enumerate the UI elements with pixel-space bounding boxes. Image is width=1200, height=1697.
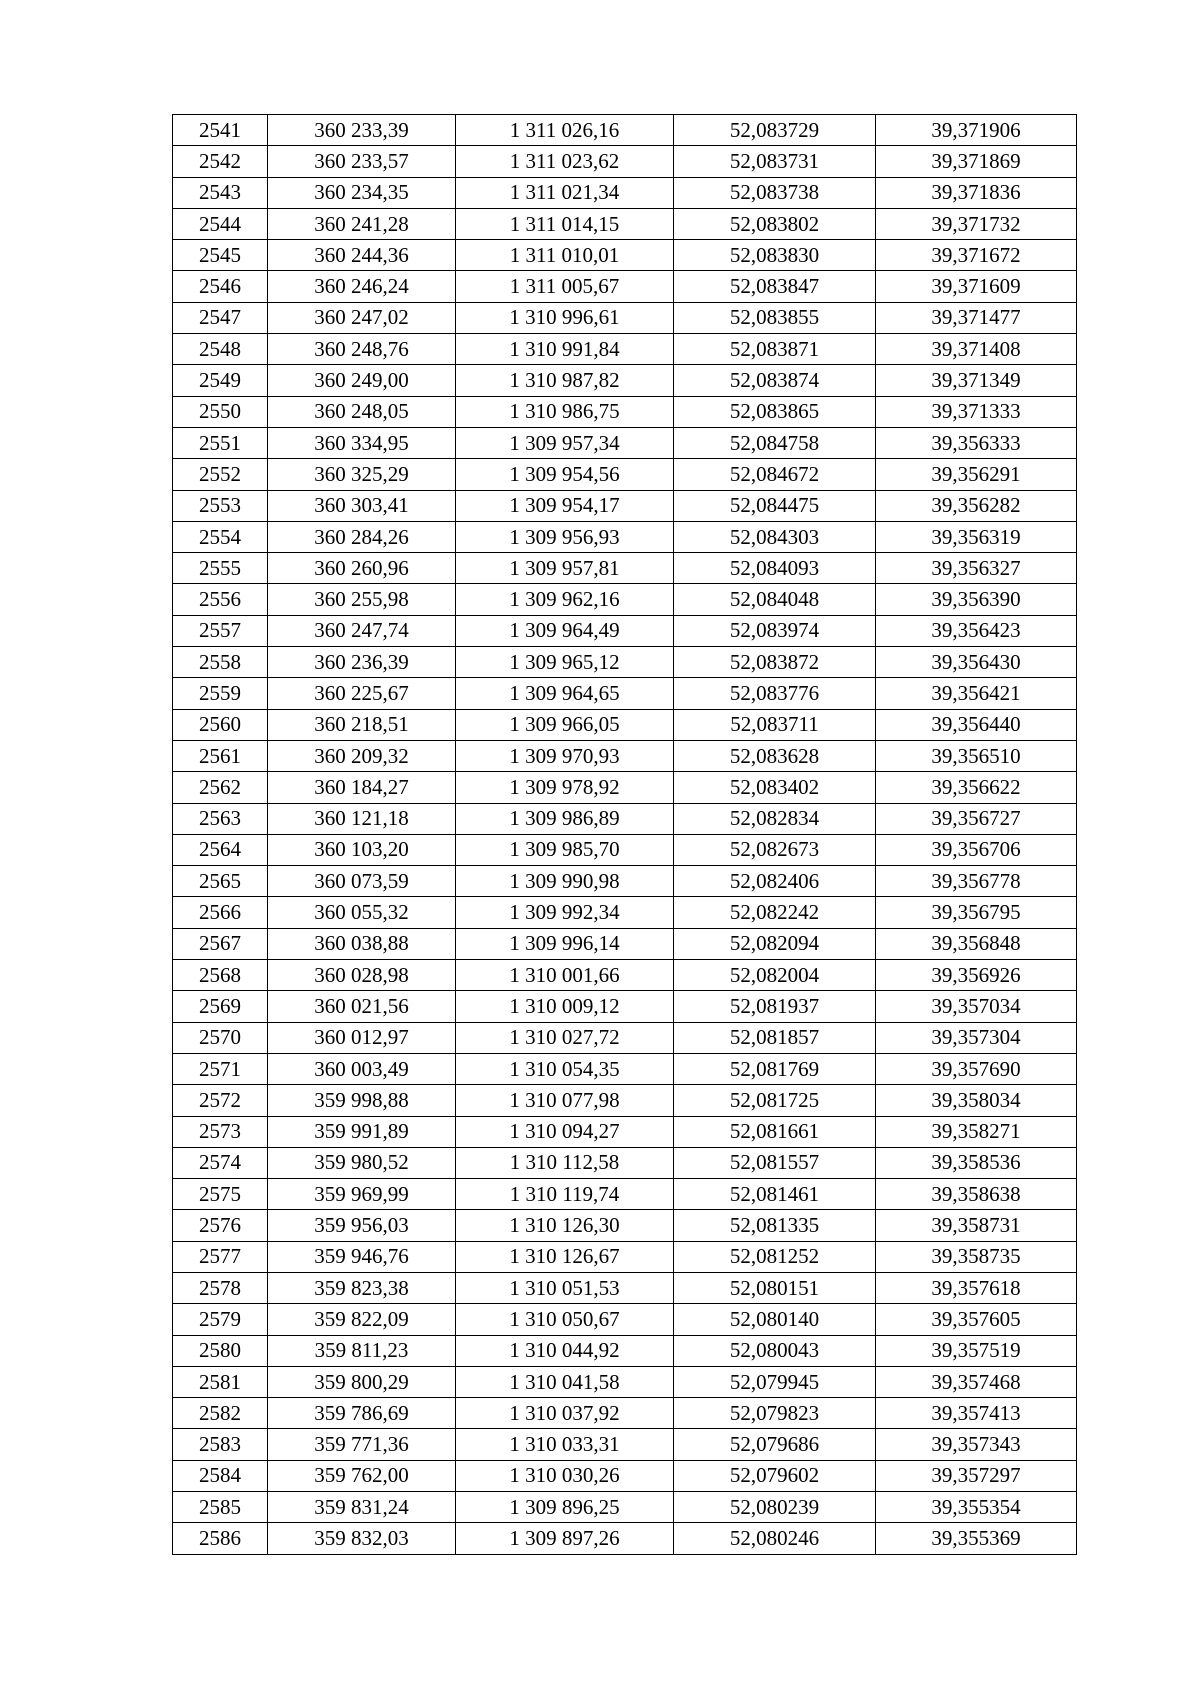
table-row: [173, 208, 1077, 239]
point-number-cell: 2579: [173, 1304, 268, 1335]
x-coordinate-cell: 360 073,59: [268, 866, 456, 897]
point-number-cell: 2549: [173, 365, 268, 396]
x-coordinate-cell: 359 823,38: [268, 1272, 456, 1303]
longitude-cell: 39,356423: [876, 615, 1077, 646]
y-coordinate-cell: 1 310 037,92: [456, 1398, 674, 1429]
x-coordinate-cell: 360 255,98: [268, 584, 456, 615]
table-row: [173, 1022, 1077, 1053]
y-coordinate-cell: 1 309 954,56: [456, 459, 674, 490]
y-coordinate-cell: 1 310 986,75: [456, 396, 674, 427]
table-row: [173, 1241, 1077, 1272]
y-coordinate-cell: 1 310 112,58: [456, 1147, 674, 1178]
y-coordinate-cell: 1 311 005,67: [456, 271, 674, 302]
x-coordinate-cell: 360 225,67: [268, 678, 456, 709]
latitude-cell: 52,081252: [674, 1241, 876, 1272]
latitude-cell: 52,083738: [674, 177, 876, 208]
table-row: [173, 521, 1077, 552]
point-number-cell: 2571: [173, 1053, 268, 1084]
latitude-cell: 52,081461: [674, 1179, 876, 1210]
longitude-cell: 39,358731: [876, 1210, 1077, 1241]
latitude-cell: 52,079945: [674, 1366, 876, 1397]
table-row: [173, 991, 1077, 1022]
longitude-cell: 39,357343: [876, 1429, 1077, 1460]
latitude-cell: 52,083865: [674, 396, 876, 427]
point-number-cell: 2558: [173, 647, 268, 678]
point-number-cell: 2555: [173, 553, 268, 584]
point-number-cell: 2557: [173, 615, 268, 646]
x-coordinate-cell: 360 303,41: [268, 490, 456, 521]
point-number-cell: 2576: [173, 1210, 268, 1241]
longitude-cell: 39,355369: [876, 1523, 1077, 1554]
x-coordinate-cell: 360 260,96: [268, 553, 456, 584]
y-coordinate-cell: 1 311 014,15: [456, 208, 674, 239]
table-row: [173, 1272, 1077, 1303]
point-number-cell: 2569: [173, 991, 268, 1022]
point-number-cell: 2570: [173, 1022, 268, 1053]
longitude-cell: 39,356282: [876, 490, 1077, 521]
table-row: [173, 897, 1077, 928]
latitude-cell: 52,080239: [674, 1492, 876, 1523]
y-coordinate-cell: 1 310 027,72: [456, 1022, 674, 1053]
point-number-cell: 2562: [173, 772, 268, 803]
longitude-cell: 39,357304: [876, 1022, 1077, 1053]
latitude-cell: 52,081661: [674, 1116, 876, 1147]
longitude-cell: 39,356421: [876, 678, 1077, 709]
latitude-cell: 52,084048: [674, 584, 876, 615]
table-row: [173, 1366, 1077, 1397]
x-coordinate-cell: 360 003,49: [268, 1053, 456, 1084]
latitude-cell: 52,083729: [674, 115, 876, 146]
latitude-cell: 52,081937: [674, 991, 876, 1022]
table-row: [173, 302, 1077, 333]
y-coordinate-cell: 1 310 001,66: [456, 960, 674, 991]
table-row: [173, 1335, 1077, 1366]
table-row: [173, 678, 1077, 709]
table-row: [173, 1304, 1077, 1335]
y-coordinate-cell: 1 309 992,34: [456, 897, 674, 928]
y-coordinate-cell: 1 310 009,12: [456, 991, 674, 1022]
x-coordinate-cell: 359 969,99: [268, 1179, 456, 1210]
longitude-cell: 39,357034: [876, 991, 1077, 1022]
longitude-cell: 39,355354: [876, 1492, 1077, 1523]
x-coordinate-cell: 360 233,39: [268, 115, 456, 146]
point-number-cell: 2542: [173, 146, 268, 177]
longitude-cell: 39,356333: [876, 427, 1077, 458]
y-coordinate-cell: 1 310 991,84: [456, 334, 674, 365]
x-coordinate-cell: 360 234,35: [268, 177, 456, 208]
y-coordinate-cell: 1 309 996,14: [456, 928, 674, 959]
latitude-cell: 52,083776: [674, 678, 876, 709]
latitude-cell: 52,079602: [674, 1460, 876, 1491]
point-number-cell: 2581: [173, 1366, 268, 1397]
point-number-cell: 2559: [173, 678, 268, 709]
y-coordinate-cell: 1 309 957,34: [456, 427, 674, 458]
x-coordinate-cell: 360 103,20: [268, 834, 456, 865]
table-row: [173, 365, 1077, 396]
point-number-cell: 2573: [173, 1116, 268, 1147]
x-coordinate-cell: 360 325,29: [268, 459, 456, 490]
longitude-cell: 39,371672: [876, 240, 1077, 271]
latitude-cell: 52,079686: [674, 1429, 876, 1460]
y-coordinate-cell: 1 310 996,61: [456, 302, 674, 333]
point-number-cell: 2567: [173, 928, 268, 959]
table-row: [173, 803, 1077, 834]
point-number-cell: 2547: [173, 302, 268, 333]
point-number-cell: 2572: [173, 1085, 268, 1116]
y-coordinate-cell: 1 310 119,74: [456, 1179, 674, 1210]
x-coordinate-cell: 360 247,74: [268, 615, 456, 646]
y-coordinate-cell: 1 309 957,81: [456, 553, 674, 584]
table-row: [173, 866, 1077, 897]
x-coordinate-cell: 359 832,03: [268, 1523, 456, 1554]
table-row: [173, 1460, 1077, 1491]
table-row: [173, 1523, 1077, 1554]
longitude-cell: 39,371906: [876, 115, 1077, 146]
point-number-cell: 2580: [173, 1335, 268, 1366]
x-coordinate-cell: 360 121,18: [268, 803, 456, 834]
y-coordinate-cell: 1 310 987,82: [456, 365, 674, 396]
longitude-cell: 39,371349: [876, 365, 1077, 396]
y-coordinate-cell: 1 311 021,34: [456, 177, 674, 208]
latitude-cell: 52,083802: [674, 208, 876, 239]
longitude-cell: 39,358034: [876, 1085, 1077, 1116]
table-row: [173, 1398, 1077, 1429]
x-coordinate-cell: 359 946,76: [268, 1241, 456, 1272]
y-coordinate-cell: 1 309 970,93: [456, 740, 674, 771]
coordinates-table: [172, 114, 1077, 1555]
longitude-cell: 39,356795: [876, 897, 1077, 928]
latitude-cell: 52,081335: [674, 1210, 876, 1241]
longitude-cell: 39,356440: [876, 709, 1077, 740]
latitude-cell: 52,083974: [674, 615, 876, 646]
table-row: [173, 240, 1077, 271]
latitude-cell: 52,082834: [674, 803, 876, 834]
longitude-cell: 39,357413: [876, 1398, 1077, 1429]
table-row: [173, 1210, 1077, 1241]
point-number-cell: 2548: [173, 334, 268, 365]
y-coordinate-cell: 1 311 026,16: [456, 115, 674, 146]
latitude-cell: 52,083830: [674, 240, 876, 271]
x-coordinate-cell: 360 021,56: [268, 991, 456, 1022]
longitude-cell: 39,357605: [876, 1304, 1077, 1335]
x-coordinate-cell: 360 038,88: [268, 928, 456, 959]
x-coordinate-cell: 360 184,27: [268, 772, 456, 803]
latitude-cell: 52,081557: [674, 1147, 876, 1178]
table-row: [173, 1179, 1077, 1210]
longitude-cell: 39,371609: [876, 271, 1077, 302]
latitude-cell: 52,080246: [674, 1523, 876, 1554]
y-coordinate-cell: 1 309 966,05: [456, 709, 674, 740]
point-number-cell: 2550: [173, 396, 268, 427]
x-coordinate-cell: 360 248,76: [268, 334, 456, 365]
longitude-cell: 39,356390: [876, 584, 1077, 615]
y-coordinate-cell: 1 310 030,26: [456, 1460, 674, 1491]
latitude-cell: 52,083731: [674, 146, 876, 177]
latitude-cell: 52,081725: [674, 1085, 876, 1116]
y-coordinate-cell: 1 310 054,35: [456, 1053, 674, 1084]
latitude-cell: 52,080043: [674, 1335, 876, 1366]
point-number-cell: 2553: [173, 490, 268, 521]
table-row: [173, 115, 1077, 146]
longitude-cell: 39,356510: [876, 740, 1077, 771]
y-coordinate-cell: 1 310 033,31: [456, 1429, 674, 1460]
x-coordinate-cell: 359 956,03: [268, 1210, 456, 1241]
y-coordinate-cell: 1 309 897,26: [456, 1523, 674, 1554]
x-coordinate-cell: 360 334,95: [268, 427, 456, 458]
x-coordinate-cell: 360 244,36: [268, 240, 456, 271]
table-row: [173, 1492, 1077, 1523]
x-coordinate-cell: 359 980,52: [268, 1147, 456, 1178]
x-coordinate-cell: 359 998,88: [268, 1085, 456, 1116]
y-coordinate-cell: 1 310 044,92: [456, 1335, 674, 1366]
latitude-cell: 52,083628: [674, 740, 876, 771]
table-row: [173, 615, 1077, 646]
latitude-cell: 52,083872: [674, 647, 876, 678]
x-coordinate-cell: 360 055,32: [268, 897, 456, 928]
longitude-cell: 39,358271: [876, 1116, 1077, 1147]
longitude-cell: 39,371477: [876, 302, 1077, 333]
point-number-cell: 2541: [173, 115, 268, 146]
latitude-cell: 52,083847: [674, 271, 876, 302]
latitude-cell: 52,082094: [674, 928, 876, 959]
y-coordinate-cell: 1 309 896,25: [456, 1492, 674, 1523]
longitude-cell: 39,356778: [876, 866, 1077, 897]
longitude-cell: 39,357519: [876, 1335, 1077, 1366]
point-number-cell: 2565: [173, 866, 268, 897]
table-row: [173, 928, 1077, 959]
y-coordinate-cell: 1 310 051,53: [456, 1272, 674, 1303]
y-coordinate-cell: 1 311 010,01: [456, 240, 674, 271]
y-coordinate-cell: 1 310 077,98: [456, 1085, 674, 1116]
table-row: [173, 740, 1077, 771]
point-number-cell: 2568: [173, 960, 268, 991]
point-number-cell: 2574: [173, 1147, 268, 1178]
table-row: [173, 490, 1077, 521]
x-coordinate-cell: 359 831,24: [268, 1492, 456, 1523]
x-coordinate-cell: 360 012,97: [268, 1022, 456, 1053]
table-row: [173, 334, 1077, 365]
table-row: [173, 177, 1077, 208]
table-row: [173, 553, 1077, 584]
point-number-cell: 2575: [173, 1179, 268, 1210]
latitude-cell: 52,080151: [674, 1272, 876, 1303]
x-coordinate-cell: 359 991,89: [268, 1116, 456, 1147]
table-row: [173, 1053, 1077, 1084]
longitude-cell: 39,356926: [876, 960, 1077, 991]
point-number-cell: 2584: [173, 1460, 268, 1491]
x-coordinate-cell: 359 771,36: [268, 1429, 456, 1460]
latitude-cell: 52,084672: [674, 459, 876, 490]
x-coordinate-cell: 360 236,39: [268, 647, 456, 678]
longitude-cell: 39,357618: [876, 1272, 1077, 1303]
x-coordinate-cell: 359 811,23: [268, 1335, 456, 1366]
longitude-cell: 39,358638: [876, 1179, 1077, 1210]
longitude-cell: 39,356622: [876, 772, 1077, 803]
x-coordinate-cell: 360 233,57: [268, 146, 456, 177]
longitude-cell: 39,371869: [876, 146, 1077, 177]
point-number-cell: 2578: [173, 1272, 268, 1303]
point-number-cell: 2546: [173, 271, 268, 302]
latitude-cell: 52,083711: [674, 709, 876, 740]
latitude-cell: 52,083402: [674, 772, 876, 803]
point-number-cell: 2543: [173, 177, 268, 208]
longitude-cell: 39,358536: [876, 1147, 1077, 1178]
y-coordinate-cell: 1 310 126,30: [456, 1210, 674, 1241]
x-coordinate-cell: 360 241,28: [268, 208, 456, 239]
y-coordinate-cell: 1 309 956,93: [456, 521, 674, 552]
table-row: [173, 709, 1077, 740]
longitude-cell: 39,371732: [876, 208, 1077, 239]
longitude-cell: 39,356327: [876, 553, 1077, 584]
table-row: [173, 1147, 1077, 1178]
longitude-cell: 39,371836: [876, 177, 1077, 208]
latitude-cell: 52,084303: [674, 521, 876, 552]
latitude-cell: 52,083874: [674, 365, 876, 396]
y-coordinate-cell: 1 310 041,58: [456, 1366, 674, 1397]
longitude-cell: 39,371408: [876, 334, 1077, 365]
y-coordinate-cell: 1 309 954,17: [456, 490, 674, 521]
longitude-cell: 39,358735: [876, 1241, 1077, 1272]
latitude-cell: 52,082673: [674, 834, 876, 865]
y-coordinate-cell: 1 310 050,67: [456, 1304, 674, 1335]
x-coordinate-cell: 359 786,69: [268, 1398, 456, 1429]
point-number-cell: 2563: [173, 803, 268, 834]
point-number-cell: 2556: [173, 584, 268, 615]
table-row: [173, 647, 1077, 678]
latitude-cell: 52,082406: [674, 866, 876, 897]
y-coordinate-cell: 1 309 962,16: [456, 584, 674, 615]
y-coordinate-cell: 1 310 126,67: [456, 1241, 674, 1272]
table-row: [173, 834, 1077, 865]
longitude-cell: 39,356727: [876, 803, 1077, 834]
latitude-cell: 52,084475: [674, 490, 876, 521]
longitude-cell: 39,357297: [876, 1460, 1077, 1491]
longitude-cell: 39,356706: [876, 834, 1077, 865]
table-row: [173, 584, 1077, 615]
table-row: [173, 427, 1077, 458]
point-number-cell: 2583: [173, 1429, 268, 1460]
point-number-cell: 2585: [173, 1492, 268, 1523]
longitude-cell: 39,356430: [876, 647, 1077, 678]
x-coordinate-cell: 360 209,32: [268, 740, 456, 771]
y-coordinate-cell: 1 309 965,12: [456, 647, 674, 678]
table-row: [173, 1085, 1077, 1116]
x-coordinate-cell: 360 028,98: [268, 960, 456, 991]
longitude-cell: 39,356291: [876, 459, 1077, 490]
table-row: [173, 146, 1077, 177]
y-coordinate-cell: 1 309 964,49: [456, 615, 674, 646]
latitude-cell: 52,082242: [674, 897, 876, 928]
point-number-cell: 2582: [173, 1398, 268, 1429]
latitude-cell: 52,084093: [674, 553, 876, 584]
y-coordinate-cell: 1 310 094,27: [456, 1116, 674, 1147]
x-coordinate-cell: 360 248,05: [268, 396, 456, 427]
latitude-cell: 52,083871: [674, 334, 876, 365]
latitude-cell: 52,081769: [674, 1053, 876, 1084]
coordinates-table-body: [173, 115, 1077, 1555]
y-coordinate-cell: 1 309 986,89: [456, 803, 674, 834]
latitude-cell: 52,083855: [674, 302, 876, 333]
y-coordinate-cell: 1 309 964,65: [456, 678, 674, 709]
x-coordinate-cell: 360 246,24: [268, 271, 456, 302]
x-coordinate-cell: 360 247,02: [268, 302, 456, 333]
y-coordinate-cell: 1 309 990,98: [456, 866, 674, 897]
point-number-cell: 2552: [173, 459, 268, 490]
longitude-cell: 39,356319: [876, 521, 1077, 552]
table-row: [173, 459, 1077, 490]
y-coordinate-cell: 1 311 023,62: [456, 146, 674, 177]
latitude-cell: 52,084758: [674, 427, 876, 458]
y-coordinate-cell: 1 309 985,70: [456, 834, 674, 865]
x-coordinate-cell: 360 284,26: [268, 521, 456, 552]
latitude-cell: 52,081857: [674, 1022, 876, 1053]
latitude-cell: 52,080140: [674, 1304, 876, 1335]
table-row: [173, 271, 1077, 302]
point-number-cell: 2560: [173, 709, 268, 740]
point-number-cell: 2586: [173, 1523, 268, 1554]
table-row: [173, 772, 1077, 803]
longitude-cell: 39,356848: [876, 928, 1077, 959]
latitude-cell: 52,079823: [674, 1398, 876, 1429]
point-number-cell: 2566: [173, 897, 268, 928]
table-row: [173, 396, 1077, 427]
x-coordinate-cell: 360 249,00: [268, 365, 456, 396]
y-coordinate-cell: 1 309 978,92: [456, 772, 674, 803]
table-row: [173, 1116, 1077, 1147]
point-number-cell: 2551: [173, 427, 268, 458]
point-number-cell: 2577: [173, 1241, 268, 1272]
x-coordinate-cell: 359 762,00: [268, 1460, 456, 1491]
x-coordinate-cell: 359 822,09: [268, 1304, 456, 1335]
table-row: [173, 1429, 1077, 1460]
x-coordinate-cell: 359 800,29: [268, 1366, 456, 1397]
table-row: [173, 960, 1077, 991]
longitude-cell: 39,357468: [876, 1366, 1077, 1397]
longitude-cell: 39,371333: [876, 396, 1077, 427]
latitude-cell: 52,082004: [674, 960, 876, 991]
point-number-cell: 2545: [173, 240, 268, 271]
x-coordinate-cell: 360 218,51: [268, 709, 456, 740]
point-number-cell: 2561: [173, 740, 268, 771]
point-number-cell: 2544: [173, 208, 268, 239]
point-number-cell: 2554: [173, 521, 268, 552]
point-number-cell: 2564: [173, 834, 268, 865]
longitude-cell: 39,357690: [876, 1053, 1077, 1084]
